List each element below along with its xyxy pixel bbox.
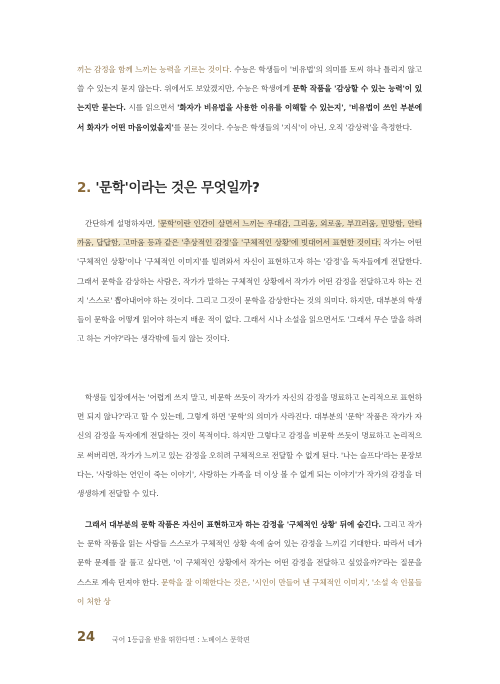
- top-paragraph: [77, 60, 422, 137]
- body-text: 작가는 어떤 '구체적인 상황'이나 '구체적인 이미지'를 빌려와서 자신이 표현하고자 하는 '감정'을 독자들에게 전달한다. 그래서 문학을 감상하는 사람은, 작가가 말하는 구체적인 상황에서 작가가 어떤 감정을 전달하고자 하는 건지 '스스로' 뽑아내어야 하는 것이다. 그리고 그것이 문학을 감상한다는 것의 의미다. 하지만, 대부분의 학생들이 문학을 어떻게 읽어야 하는지 배운 적이 없다. 그래서 시나 소설을 읽으면서도 '그래서 무슨 말을 하려고 하는 거야?'라는 생각밖에 들지 않는 것이다.: [77, 238, 422, 344]
- bold-sentence: '화자가 비유법을 사용한 이유를 이해할 수 있는지', '비유법이 쓰인 부분에서 화자가 어떤 마음이었을지': [77, 103, 422, 132]
- running-footer: 국어 1등급을 받을 뛰한다면 : 노베이스 문학편: [112, 636, 250, 644]
- section-number: 2.: [77, 180, 96, 196]
- body-text: 학생들 입장에서는 '어렵게 쓰지 말고, 비문학 쓰듯이 작가가 자신의 감정을 명료하고 논리적으로 표현하면 되지 않나?'라고 할 수 있는데, 그렇게 하면 '문학'의 의미가 사라진다. 대부분의 '문학' 작품은 작가가 자신의 감정을 독자에게 전달하는 것이 목적이다. 하지만 그렇다고 감정을 비문학 쓰듯이 명료하고 논리적으로 써버리면, 작가가 느끼고 있는 감정을 오히려 구체적으로 전달할 수 없게 된다. '나는 슬프다'라는 문장보다는, '사랑하는 연인이 죽는 이야기', 사랑하는 가족을 더 이상 볼 수 없게 되는 이야기'가 작가의 감정을 더 생생하게 전달할 수 있다.: [77, 393, 422, 499]
- body-text: 간단하게 설명하자면,: [85, 219, 158, 228]
- page-number: 24: [77, 630, 96, 645]
- body-text: 시를 읽으면서: [125, 103, 178, 113]
- body-text: 를 묻는 것이다. 수능은 학생들의 '지식'이 아닌, 오직 '감상력'을 측정한다.: [173, 122, 412, 132]
- body-text: 그리고 작가는 문학 작품을 읽는 사람들 스스로가 구체적인 상황 속에 숨어 있는 감정을 느끼길 기대한다. 따라서 네가 문학 문제를 잘 풀고 싶다면, '이 구체적인 상황에서 작가는 어떤 감정을 전달하고 싶었을까?'라는 질문을 스스로 계속 던져야 한다.: [77, 520, 422, 587]
- section-title: '문학'이라는 것은 무엇일까?: [95, 180, 260, 196]
- paragraph-2: [77, 388, 422, 503]
- bold-sentence: 문학 작품을 '감상할 수 있는 능력'이 있는지만 묻는다.: [77, 84, 422, 113]
- highlighted-sentence: 문학을 잘 이해한다는 것은, '시인이 만들어 낸 구체적인 이미지', '소설 속 인물들이 처한 상: [77, 577, 422, 606]
- bold-sentence: 그래서 대부분의 문학 작품은 자신이 표현하고자 하는 감정을 '구체적인 상황' 뒤에 숨긴다.: [85, 520, 382, 529]
- paragraph-3: [77, 515, 422, 611]
- highlighted-sentence: 끼는 감정을 함께 느끼는 능력을 기르는 것이다.: [77, 65, 232, 74]
- highlighted-definition: '문학'이란 인간이 살면서 느끼는 우대감, 그리움, 외로움, 부끄러움, 민망함, 안타까움, 답답함, 고마움 등과 같은 '추상적인 감정'을 '구체적인 상황'에 빗대어서 표현한 것이다.: [77, 219, 423, 248]
- section-heading: [77, 176, 259, 196]
- paragraph-1: [77, 214, 422, 348]
- body-text: 수능은 학생들이 '비유법'의 의미를 토씨 하나 틀리지 않고 쓸 수 있는지 묻지 않는다. 위에서도 보았겠지만, 수능은 학생에게: [77, 65, 423, 94]
